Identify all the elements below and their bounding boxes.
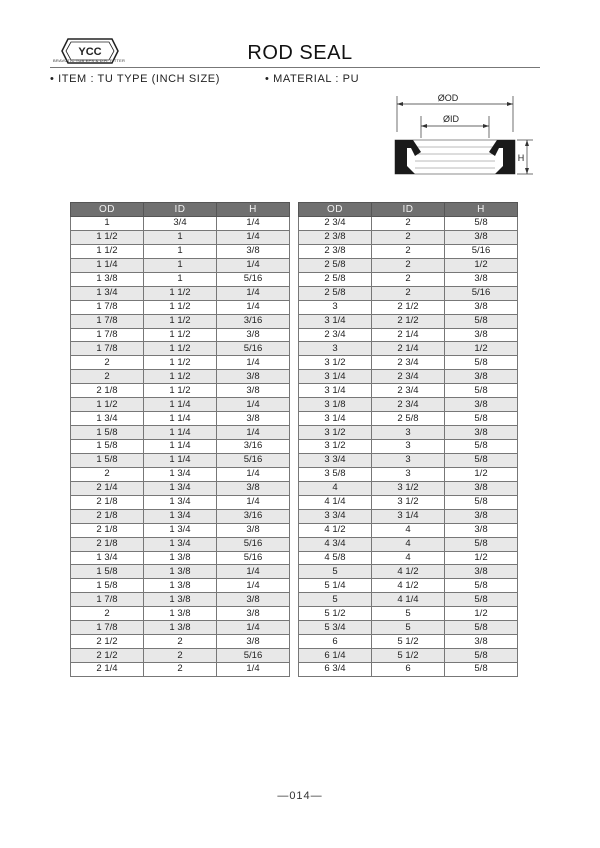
table-row (299, 663, 518, 677)
cell-id: 3 (372, 453, 445, 467)
col-header-id: ID (372, 203, 445, 217)
cell-id: 2 (372, 244, 445, 258)
table-row (71, 384, 290, 398)
table-row (71, 342, 290, 356)
cell-od: 2 1/4 (71, 663, 144, 677)
col-header-h: H (217, 203, 290, 217)
cell-id: 2 (144, 649, 217, 663)
seal-cross-section-diagram (385, 92, 535, 184)
seal-lip-right-icon (489, 140, 515, 174)
cell-h: 1/4 (217, 663, 290, 677)
cell-id: 1 3/4 (144, 523, 217, 537)
cell-h: 3/8 (217, 384, 290, 398)
table-row (71, 217, 290, 231)
cell-od: 1 7/8 (71, 328, 144, 342)
cell-h: 5/8 (445, 356, 518, 370)
cell-id: 4 1/4 (372, 593, 445, 607)
cell-od: 2 3/8 (299, 244, 372, 258)
cell-od: 2 5/8 (299, 258, 372, 272)
cell-od: 3 5/8 (299, 467, 372, 481)
od-label: ØOD (437, 93, 459, 103)
cell-h: 5/8 (445, 217, 518, 231)
item-type: • ITEM : TU TYPE (INCH SIZE) (50, 73, 220, 85)
cell-od: 3 1/8 (299, 398, 372, 412)
cell-h: 5/16 (445, 286, 518, 300)
cell-id: 2 (372, 286, 445, 300)
page-number: —014— (277, 790, 323, 802)
cell-h: 5/8 (445, 537, 518, 551)
cell-id: 4 (372, 551, 445, 565)
table-row (299, 342, 518, 356)
table-row (71, 244, 290, 258)
cell-id: 2 1/2 (372, 300, 445, 314)
cell-h: 3/8 (445, 565, 518, 579)
cell-od: 2 1/8 (71, 384, 144, 398)
table-row (71, 412, 290, 426)
cell-od: 3 3/4 (299, 509, 372, 523)
cell-od: 2 1/8 (71, 509, 144, 523)
cell-id: 2 5/8 (372, 412, 445, 426)
cell-id: 1 1/2 (144, 370, 217, 384)
cell-h: 1/4 (217, 565, 290, 579)
table-row (71, 509, 290, 523)
cell-id: 1 3/4 (144, 509, 217, 523)
cell-h: 5/8 (445, 453, 518, 467)
cell-h: 3/8 (217, 481, 290, 495)
table-row (299, 593, 518, 607)
table-row (299, 328, 518, 342)
table-row (299, 300, 518, 314)
cell-od: 1 5/8 (71, 426, 144, 440)
cell-h: 3/8 (445, 509, 518, 523)
cell-id: 1 1/4 (144, 426, 217, 440)
cell-id: 2 (144, 635, 217, 649)
table-row (71, 356, 290, 370)
table-row (71, 440, 290, 454)
table-row (71, 300, 290, 314)
cell-od: 2 1/4 (71, 481, 144, 495)
cell-id: 1 3/8 (144, 551, 217, 565)
cell-h: 1/4 (217, 426, 290, 440)
cell-id: 1 1/2 (144, 342, 217, 356)
table-row (299, 398, 518, 412)
cell-od: 1 5/8 (71, 579, 144, 593)
table-row (71, 453, 290, 467)
cell-id: 4 (372, 523, 445, 537)
cell-id: 2 (144, 663, 217, 677)
col-header-h: H (445, 203, 518, 217)
cell-od: 3 1/2 (299, 356, 372, 370)
cell-od: 1 7/8 (71, 621, 144, 635)
cell-id: 3/4 (144, 217, 217, 231)
table-row (71, 272, 290, 286)
cell-id: 1 1/4 (144, 412, 217, 426)
cell-od: 1 3/4 (71, 412, 144, 426)
cell-h: 3/8 (445, 328, 518, 342)
col-header-id: ID (144, 203, 217, 217)
table-row (299, 551, 518, 565)
col-header-od: OD (299, 203, 372, 217)
cell-id: 3 1/2 (372, 481, 445, 495)
cell-id: 2 1/4 (372, 342, 445, 356)
table-row (299, 412, 518, 426)
table-row (299, 244, 518, 258)
cell-id: 1 3/8 (144, 579, 217, 593)
cell-h: 1/4 (217, 356, 290, 370)
cell-id: 1 (144, 258, 217, 272)
cell-od: 5 3/4 (299, 621, 372, 635)
cell-h: 3/8 (217, 412, 290, 426)
seal-lip-left-icon (395, 140, 421, 174)
cell-id: 2 (372, 258, 445, 272)
cell-h: 1/4 (217, 217, 290, 231)
cell-id: 4 1/2 (372, 579, 445, 593)
logo-text: YCC (78, 46, 102, 58)
cell-od: 3 1/4 (299, 412, 372, 426)
table-row (299, 481, 518, 495)
table-row (71, 537, 290, 551)
cell-h: 1/4 (217, 579, 290, 593)
cell-h: 5/16 (445, 244, 518, 258)
cell-od: 1 7/8 (71, 593, 144, 607)
table-row (299, 579, 518, 593)
table-row (71, 286, 290, 300)
cell-od: 4 5/8 (299, 551, 372, 565)
table-row (299, 607, 518, 621)
cell-id: 1 1/4 (144, 453, 217, 467)
cell-h: 3/16 (217, 314, 290, 328)
cell-h: 3/8 (217, 328, 290, 342)
cell-od: 2 5/8 (299, 272, 372, 286)
cell-h: 3/8 (217, 523, 290, 537)
cell-od: 2 3/8 (299, 230, 372, 244)
table-row (71, 551, 290, 565)
cell-od: 6 (299, 635, 372, 649)
cell-od: 1 3/4 (71, 551, 144, 565)
cell-id: 1 1/2 (144, 384, 217, 398)
cell-od: 1 7/8 (71, 314, 144, 328)
table-row (299, 649, 518, 663)
cell-od: 4 (299, 481, 372, 495)
cell-od: 1 1/2 (71, 398, 144, 412)
cell-id: 3 (372, 440, 445, 454)
table-row (299, 565, 518, 579)
cell-h: 1/2 (445, 342, 518, 356)
cell-h: 1/4 (217, 258, 290, 272)
cell-h: 5/16 (217, 551, 290, 565)
cell-id: 3 (372, 467, 445, 481)
table-row (71, 579, 290, 593)
cell-od: 1 1/2 (71, 230, 144, 244)
cell-od: 4 1/2 (299, 523, 372, 537)
table-row (71, 328, 290, 342)
table-row (299, 523, 518, 537)
cell-h: 5/16 (217, 649, 290, 663)
cell-od: 1 5/8 (71, 565, 144, 579)
table-row (299, 258, 518, 272)
cell-h: 5/8 (445, 440, 518, 454)
cell-od: 3 1/4 (299, 314, 372, 328)
cell-od: 1 3/4 (71, 286, 144, 300)
cell-h: 3/16 (217, 509, 290, 523)
cell-h: 1/4 (217, 300, 290, 314)
table-row (299, 426, 518, 440)
table-row (71, 398, 290, 412)
cell-h: 3/8 (445, 523, 518, 537)
table-row (71, 495, 290, 509)
cell-h: 1/4 (217, 495, 290, 509)
cell-id: 2 3/4 (372, 398, 445, 412)
cell-id: 1 1/2 (144, 300, 217, 314)
table-row (299, 621, 518, 635)
cell-id: 3 1/4 (372, 509, 445, 523)
table-row (299, 467, 518, 481)
table-row (299, 537, 518, 551)
cell-id: 2 (372, 230, 445, 244)
cell-id: 1 (144, 244, 217, 258)
cell-h: 3/16 (217, 440, 290, 454)
cell-h: 3/8 (445, 481, 518, 495)
table-row (71, 621, 290, 635)
cell-id: 2 3/4 (372, 356, 445, 370)
cell-id: 4 1/2 (372, 565, 445, 579)
id-label: ØID (442, 114, 460, 124)
cell-id: 2 (372, 272, 445, 286)
cell-id: 3 1/2 (372, 495, 445, 509)
cell-id: 2 1/4 (372, 328, 445, 342)
cell-od: 3 1/2 (299, 440, 372, 454)
table-row (299, 272, 518, 286)
cell-od: 1 1/4 (71, 258, 144, 272)
table-row (71, 607, 290, 621)
cell-h: 3/8 (445, 398, 518, 412)
cell-h: 3/8 (445, 426, 518, 440)
cell-h: 5/16 (217, 453, 290, 467)
cell-od: 1 1/2 (71, 244, 144, 258)
cell-h: 1/2 (445, 258, 518, 272)
cell-id: 1 1/2 (144, 286, 217, 300)
cell-id: 6 (372, 663, 445, 677)
cell-od: 1 5/8 (71, 440, 144, 454)
cell-h: 5/8 (445, 384, 518, 398)
cell-od: 2 (71, 356, 144, 370)
cell-id: 1 3/8 (144, 565, 217, 579)
size-table-left (70, 202, 290, 677)
cell-id: 1 (144, 230, 217, 244)
cell-h: 3/8 (445, 230, 518, 244)
table-row (299, 495, 518, 509)
table-row (71, 314, 290, 328)
table-row (299, 230, 518, 244)
cell-od: 2 1/8 (71, 537, 144, 551)
cell-h: 1/4 (217, 621, 290, 635)
cell-od: 3 3/4 (299, 453, 372, 467)
cell-id: 5 (372, 621, 445, 635)
cell-od: 2 (71, 607, 144, 621)
cell-h: 5/8 (445, 579, 518, 593)
table-row (71, 467, 290, 481)
cell-h: 3/8 (445, 272, 518, 286)
cell-h: 3/8 (445, 300, 518, 314)
cell-od: 2 1/2 (71, 649, 144, 663)
table-row (299, 440, 518, 454)
table-row (299, 384, 518, 398)
cell-id: 1 1/2 (144, 328, 217, 342)
cell-id: 1 1/2 (144, 356, 217, 370)
cell-id: 4 (372, 537, 445, 551)
cell-h: 1/2 (445, 607, 518, 621)
cell-id: 1 3/8 (144, 607, 217, 621)
cell-id: 2 (372, 217, 445, 231)
cell-od: 1 5/8 (71, 453, 144, 467)
cell-od: 5 1/2 (299, 607, 372, 621)
logo-subtext: BRAVUTIC TUB EPS & D.R. FITTER (53, 58, 126, 63)
cell-h: 5/16 (217, 272, 290, 286)
cell-h: 5/8 (445, 314, 518, 328)
cell-od: 2 1/8 (71, 523, 144, 537)
cell-h: 3/8 (217, 244, 290, 258)
cell-od: 2 1/8 (71, 495, 144, 509)
cell-od: 2 1/2 (71, 635, 144, 649)
cell-h: 5/8 (445, 593, 518, 607)
cell-id: 2 3/4 (372, 384, 445, 398)
table-row (71, 523, 290, 537)
cell-id: 1 3/4 (144, 495, 217, 509)
cell-od: 2 3/4 (299, 328, 372, 342)
cell-h: 3/8 (217, 593, 290, 607)
cell-id: 1 (144, 272, 217, 286)
cell-h: 3/8 (445, 635, 518, 649)
cell-od: 6 3/4 (299, 663, 372, 677)
cell-h: 1/4 (217, 230, 290, 244)
cell-od: 2 3/4 (299, 217, 372, 231)
table-row (71, 635, 290, 649)
cell-h: 5/8 (445, 412, 518, 426)
cell-id: 2 3/4 (372, 370, 445, 384)
table-row (71, 565, 290, 579)
cell-od: 3 (299, 300, 372, 314)
page-title: ROD SEAL (247, 42, 353, 64)
table-row (71, 370, 290, 384)
table-row (299, 356, 518, 370)
cell-od: 1 7/8 (71, 300, 144, 314)
cell-h: 3/8 (217, 635, 290, 649)
cell-od: 1 7/8 (71, 342, 144, 356)
table-row (71, 426, 290, 440)
cell-id: 1 1/4 (144, 398, 217, 412)
cell-h: 5/8 (445, 495, 518, 509)
cell-h: 1/4 (217, 467, 290, 481)
table-row (71, 593, 290, 607)
table-header-row (71, 203, 290, 217)
cell-id: 1 1/2 (144, 314, 217, 328)
cell-id: 1 3/8 (144, 593, 217, 607)
cell-od: 1 3/8 (71, 272, 144, 286)
col-header-od: OD (71, 203, 144, 217)
cell-h: 1/4 (217, 286, 290, 300)
cell-od: 2 (71, 467, 144, 481)
cell-id: 3 (372, 426, 445, 440)
cell-h: 5/8 (445, 649, 518, 663)
h-label: H (517, 153, 525, 163)
cell-od: 1 (71, 217, 144, 231)
cell-h: 3/8 (217, 370, 290, 384)
material-type: • MATERIAL : PU (265, 73, 360, 85)
table-row (299, 370, 518, 384)
cell-od: 3 1/4 (299, 384, 372, 398)
cell-od: 3 (299, 342, 372, 356)
table-header-row (299, 203, 518, 217)
cell-id: 1 1/4 (144, 440, 217, 454)
cell-h: 1/4 (217, 398, 290, 412)
table-row (299, 217, 518, 231)
cell-h: 5/16 (217, 537, 290, 551)
cell-od: 2 (71, 370, 144, 384)
cell-id: 1 3/8 (144, 621, 217, 635)
table-row (299, 286, 518, 300)
cell-h: 5/8 (445, 663, 518, 677)
cell-od: 4 3/4 (299, 537, 372, 551)
cell-h: 3/8 (445, 370, 518, 384)
cell-od: 3 1/4 (299, 370, 372, 384)
table-row (299, 453, 518, 467)
cell-h: 5/8 (445, 621, 518, 635)
cell-od: 5 1/4 (299, 579, 372, 593)
table-row (71, 663, 290, 677)
cell-od: 4 1/4 (299, 495, 372, 509)
table-row (299, 635, 518, 649)
cell-od: 3 1/2 (299, 426, 372, 440)
cell-id: 2 1/2 (372, 314, 445, 328)
cell-od: 2 5/8 (299, 286, 372, 300)
table-row (71, 258, 290, 272)
cell-h: 3/8 (217, 607, 290, 621)
table-row (299, 509, 518, 523)
cell-id: 1 3/4 (144, 467, 217, 481)
cell-id: 5 1/2 (372, 649, 445, 663)
cell-h: 5/16 (217, 342, 290, 356)
cell-id: 5 (372, 607, 445, 621)
cell-id: 1 3/4 (144, 481, 217, 495)
table-row (71, 481, 290, 495)
header-divider (50, 67, 540, 68)
cell-h: 1/2 (445, 551, 518, 565)
table-row (71, 230, 290, 244)
cell-od: 5 (299, 565, 372, 579)
size-table-right (298, 202, 518, 677)
cell-id: 5 1/2 (372, 635, 445, 649)
table-row (299, 314, 518, 328)
cell-h: 1/2 (445, 467, 518, 481)
cell-od: 6 1/4 (299, 649, 372, 663)
cell-id: 1 3/4 (144, 537, 217, 551)
cell-od: 5 (299, 593, 372, 607)
table-row (71, 649, 290, 663)
